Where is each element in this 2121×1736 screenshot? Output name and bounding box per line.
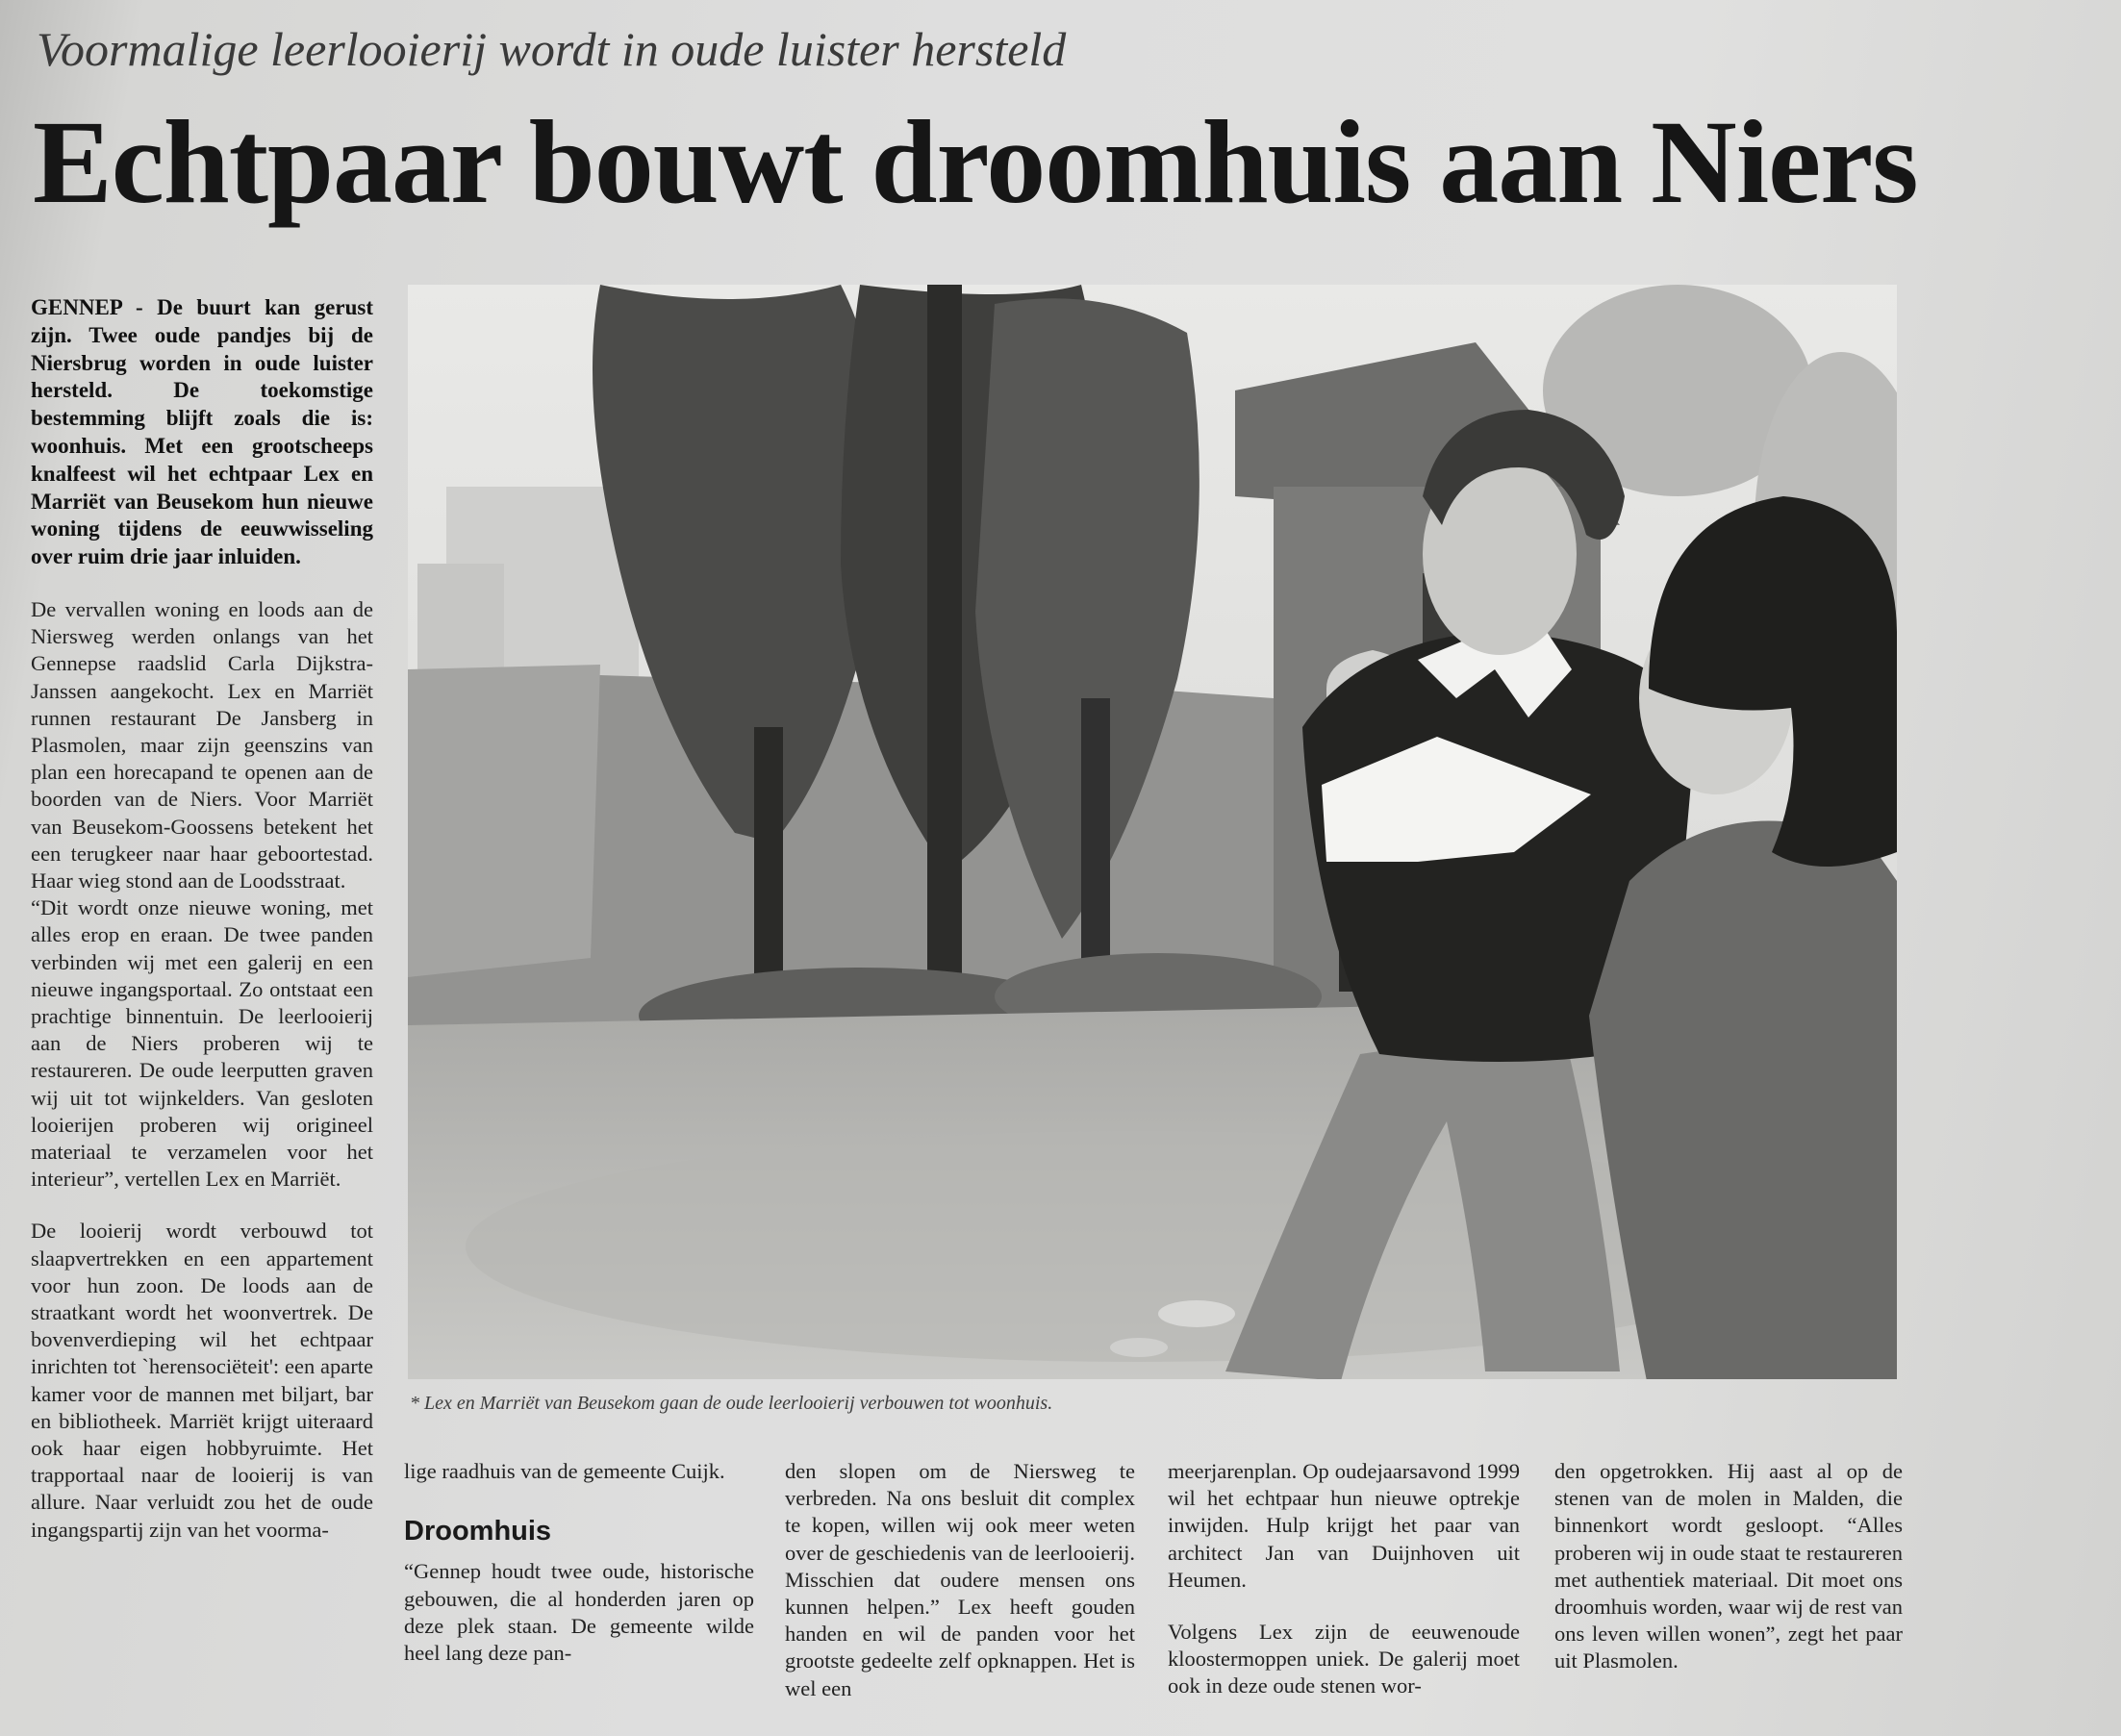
article-photo xyxy=(408,285,1897,1379)
article-paragraph: “Gennep houdt twee oude, historische gebouwen, die al honderden jaren op deze plek staan. De gemeente wilde heel lang deze pan- xyxy=(404,1559,754,1666)
photo-image xyxy=(408,285,1897,1379)
photo-caption: * Lex en Marriët van Beusekom gaan de oude leerlooierij verbouwen tot woonhuis. xyxy=(410,1393,1053,1414)
article-paragraph: De vervallen woning en loods aan de Niersweg werden onlangs van het Gennepse raadslid Carla Dijkstra-Janssen aangekocht. Lex en Marriët runnen restaurant De Jansberg in Plasmolen, maar zijn geenszins van plan een horecapand te openen aan de boorden van de Niers. Voor Marriët van Beusekom-Goossens betekent het een terugkeer naar haar geboortestad. Haar wieg stond aan de Loodsstraat. xyxy=(31,596,373,893)
article-paragraph: Volgens Lex zijn de eeuwenoude kloostermoppen uniek. De galerij moet ook in deze oude stenen wor- xyxy=(1168,1620,1520,1698)
article-lead: GENNEP - De buurt kan gerust zijn. Twee oude pandjes bij de Niersbrug worden in oude luister hersteld. De toekomstige bestemming blijft zoals die is: woonhuis. Met een grootscheeps knalfeest wil het echtpaar Lex en Marriët van Beusekom hun nieuwe woning tijdens de eeuwwisseling over ruim drie jaar inluiden. xyxy=(31,295,373,569)
article-kicker: Voormalige leerlooierij wordt in oude luister hersteld xyxy=(37,22,1067,76)
article-column-3 xyxy=(785,1458,1135,1702)
article-paragraph: lige raadhuis van de gemeente Cuijk. xyxy=(404,1459,725,1483)
article-subheading: Droomhuis xyxy=(404,1516,552,1547)
article-paragraph: den slopen om de Niersweg te verbreden. Na ons besluit dit complex te kopen, willen wij ook meer weten over de geschiedenis van de leerlooierij. Misschien dat oudere mensen ons kunnen helpen.” Lex heeft gouden handen en wil de panden voor het grootste gedeelte zelf opknappen. Het is wel een xyxy=(785,1459,1135,1700)
article-column-2 xyxy=(404,1458,754,1667)
article-column-4 xyxy=(1168,1458,1520,1700)
article-column-1 xyxy=(31,294,373,1544)
article-column-5 xyxy=(1554,1458,1903,1675)
article-paragraph: De looierij wordt verbouwd tot slaapvertrekken en een appartement voor hun zoon. De loods aan de straatkant wordt het woonvertrek. De bovenverdieping wil het echtpaar inrichten tot `herensociëteit': een aparte kamer voor de mannen met biljart, bar en bibliotheek. Marriët krijgt uiteraard ook haar eigen hobbyruimte. Het trapportaal naar de looierij is van allure. Naar verluidt zou het de oude ingangspartij zijn van het voorma- xyxy=(31,1219,373,1542)
article-paragraph: “Dit wordt onze nieuwe woning, met alles erop en eraan. De twee panden verbinden wij met een galerij en een nieuwe ingangsportaal. Zo ontstaat een prachtige binnentuin. De leerlooierij aan de Niers proberen wij te restaureren. De oude leerputten graven wij uit tot wijnkelders. Van gesloten looierijen proberen wij origineel materiaal te verzamelen voor het interieur”, vertellen Lex en Marriët. xyxy=(31,895,373,1192)
article-paragraph: meerjarenplan. Op oudejaarsavond 1999 wil het echtpaar hun nieuwe optrekje inwijden. Hulp krijgt het paar van architect Jan van Duijnhoven uit Heumen. xyxy=(1168,1459,1520,1592)
article-headline: Echtpaar bouwt droomhuis aan Niers xyxy=(33,96,1918,228)
article-paragraph: den opgetrokken. Hij aast al op de stenen van de molen in Malden, die binnenkort wordt gesloopt. “Alles proberen wij in oude staat te restaureren met authentiek materiaal. Dit moet ons droomhuis worden, waar wij de rest van ons leven willen wonen”, zegt het paar uit Plasmolen. xyxy=(1554,1459,1903,1673)
